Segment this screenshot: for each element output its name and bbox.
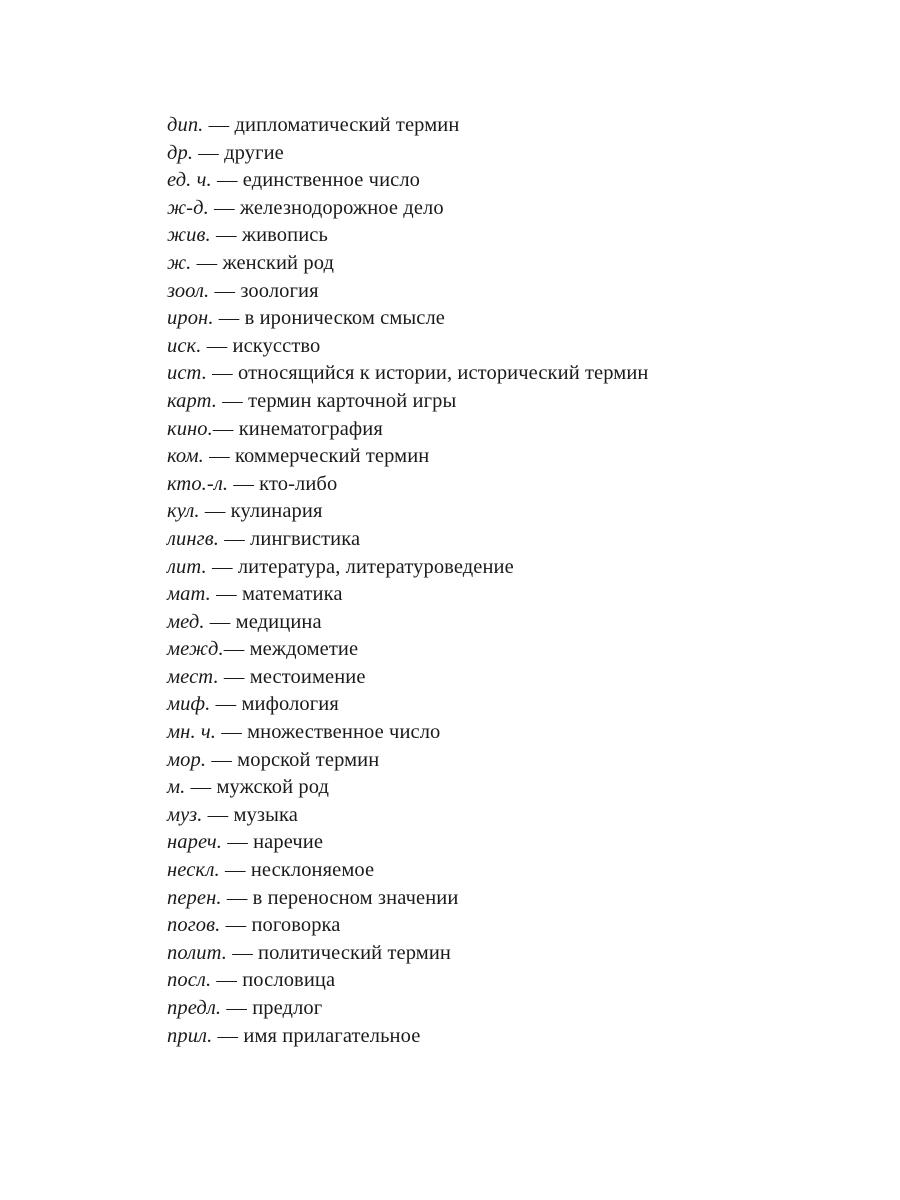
abbreviation-term: др. [167,141,194,164]
abbreviation-entry [167,167,847,195]
abbreviation-separator: — [211,969,243,992]
abbreviation-entry [167,719,847,747]
abbreviation-separator: — [218,527,251,550]
abbreviation-entry [167,1023,847,1051]
abbreviation-separator: — [220,914,252,937]
abbreviation-list [167,112,847,1050]
abbreviation-entry [167,691,847,719]
abbreviation-entry [167,416,847,444]
abbreviation-entry [167,140,847,168]
abbreviation-term: предл. [167,997,222,1019]
abbreviation-entry [167,747,847,775]
abbreviation-term: полит. [167,941,227,964]
abbreviation-term: м. [167,776,186,799]
abbreviation-gloss: относящийся к истории, исторический термин [238,362,649,385]
abbreviation-entry [167,912,847,940]
abbreviation-gloss: пословица [242,969,336,992]
abbreviation-gloss: в переносном значении [252,886,459,909]
abbreviation-entry [167,664,847,692]
abbreviation-separator: — [202,803,234,826]
abbreviation-separator: — [217,389,249,412]
abbreviation-entry [167,885,847,913]
abbreviation-entry [167,829,847,857]
abbreviation-separator: — [221,886,253,909]
abbreviation-term: ирон. [167,307,214,330]
abbreviation-entry [167,636,847,664]
abbreviation-entry [167,250,847,278]
abbreviation-gloss: лингвистика [250,527,361,550]
abbreviation-gloss: коммерческий термин [234,445,430,468]
abbreviation-separator: — [221,997,253,1019]
abbreviation-gloss: медицина [235,610,322,633]
abbreviation-separator: — [228,472,260,495]
abbreviation-term: зоол. [167,279,210,302]
abbreviation-separator: — [212,417,239,440]
abbreviation-gloss: музыка [233,803,298,826]
abbreviation-gloss: в ироническом смысле [244,307,445,330]
abbreviation-separator: — [219,859,251,882]
abbreviation-term: перен. [167,886,222,909]
abbreviation-gloss: предлог [252,997,323,1019]
abbreviation-separator: — [193,141,225,164]
abbreviation-gloss: железнодорожное дело [239,196,444,219]
abbreviation-entry [167,857,847,885]
abbreviation-entry [167,305,847,333]
abbreviation-entry [167,995,847,1023]
abbreviation-separator: — [210,583,242,606]
abbreviation-separator: — [203,114,235,136]
abbreviation-term: кто.-л. [167,472,229,495]
abbreviation-separator: — [211,169,243,192]
abbreviation-entry [167,774,847,802]
abbreviation-term: ед. ч. [167,169,212,192]
abbreviation-entry [167,498,847,526]
abbreviation-entry [167,333,847,361]
abbreviation-gloss: политический термин [258,941,451,964]
abbreviation-entry [167,940,847,968]
abbreviation-term: карт. [167,389,217,412]
abbreviation-entry [167,360,847,388]
abbreviation-separator: — [203,445,235,468]
abbreviation-separator: — [201,334,233,357]
abbreviation-term: мест. [167,665,219,688]
abbreviation-separator: — [226,941,259,964]
abbreviation-entry [167,554,847,582]
abbreviation-gloss: кто-либо [259,472,338,495]
abbreviation-entry [167,278,847,306]
abbreviation-gloss: женский род [222,251,334,274]
abbreviation-entry [167,967,847,995]
abbreviation-separator: — [206,555,238,578]
abbreviation-separator: — [185,776,217,799]
abbreviation-term: ист. [167,362,207,385]
abbreviation-term: нареч. [167,831,223,854]
abbreviation-term: прил. [167,1024,213,1047]
abbreviation-separator: — [199,500,231,523]
abbreviation-separator: — [222,831,254,854]
abbreviation-separator: — [216,721,248,744]
abbreviation-gloss: несклоняемое [250,859,375,882]
abbreviation-gloss: мифология [241,693,339,716]
abbreviation-entry [167,609,847,637]
abbreviation-term: кул. [167,500,200,523]
abbreviation-term: кино. [167,417,213,440]
abbreviation-term: жив. [167,224,211,247]
abbreviation-term: лит. [167,555,207,578]
abbreviation-entry [167,802,847,830]
abbreviation-entry [167,222,847,250]
abbreviation-separator: — [206,362,238,385]
abbreviation-separator: — [212,1024,244,1047]
abbreviation-entry [167,443,847,471]
abbreviation-gloss: кинематография [238,417,383,440]
abbreviation-gloss: дипломатический термин [234,114,460,136]
abbreviation-gloss: местоимение [249,665,366,688]
abbreviation-term: миф. [167,693,211,716]
abbreviation-gloss: имя прилагательное [243,1024,421,1047]
abbreviation-gloss: поговорка [251,914,341,937]
abbreviation-gloss: литература, литературоведение [237,555,514,578]
abbreviation-term: ж. [167,251,192,274]
abbreviation-term: ж-д. [167,196,209,219]
abbreviation-term: ком. [167,445,204,468]
abbreviation-separator: — [210,693,242,716]
abbreviation-separator: — [209,279,241,302]
abbreviation-separator: — [210,224,242,247]
abbreviation-separator: — [218,665,250,688]
abbreviation-term: мн. ч. [167,721,217,744]
abbreviation-term: иск. [167,334,202,357]
abbreviation-separator: — [204,610,236,633]
abbreviation-term: мор. [167,748,207,771]
abbreviation-gloss: междометие [249,638,359,661]
abbreviation-separator: — [208,196,240,219]
abbreviation-gloss: мужской род [216,776,330,799]
abbreviation-term: мат. [167,583,211,606]
abbreviation-entry [167,388,847,416]
abbreviation-entry [167,581,847,609]
abbreviation-term: мед. [167,610,205,633]
abbreviation-term: погов. [167,914,221,937]
abbreviation-gloss: единственное число [242,169,421,192]
abbreviation-term: муз. [167,803,203,826]
abbreviation-gloss: множественное число [247,721,441,744]
abbreviation-entry [167,526,847,554]
abbreviation-gloss: зоология [240,279,319,302]
abbreviation-separator: — [206,748,238,771]
abbreviation-gloss: наречие [253,831,324,854]
abbreviation-entry [167,112,847,140]
abbreviation-gloss: морской термин [237,748,380,771]
abbreviation-term: посл. [167,969,212,992]
abbreviation-entry [167,471,847,499]
abbreviation-term: дип. [167,114,204,136]
abbreviation-entry [167,195,847,223]
abbreviation-gloss: живопись [241,224,328,247]
abbreviation-gloss: термин карточной игры [248,389,457,412]
abbreviation-gloss: другие [224,141,284,164]
abbreviation-separator: — [223,638,250,661]
abbreviation-term: нескл. [167,859,220,882]
abbreviation-gloss: искусство [232,334,321,357]
abbreviation-gloss: кулинария [230,500,323,523]
abbreviation-gloss: математика [241,583,343,606]
abbreviation-separator: — [191,251,223,274]
abbreviation-term: межд. [167,638,224,661]
abbreviation-separator: — [213,307,245,330]
abbreviation-term: лингв. [167,527,219,550]
